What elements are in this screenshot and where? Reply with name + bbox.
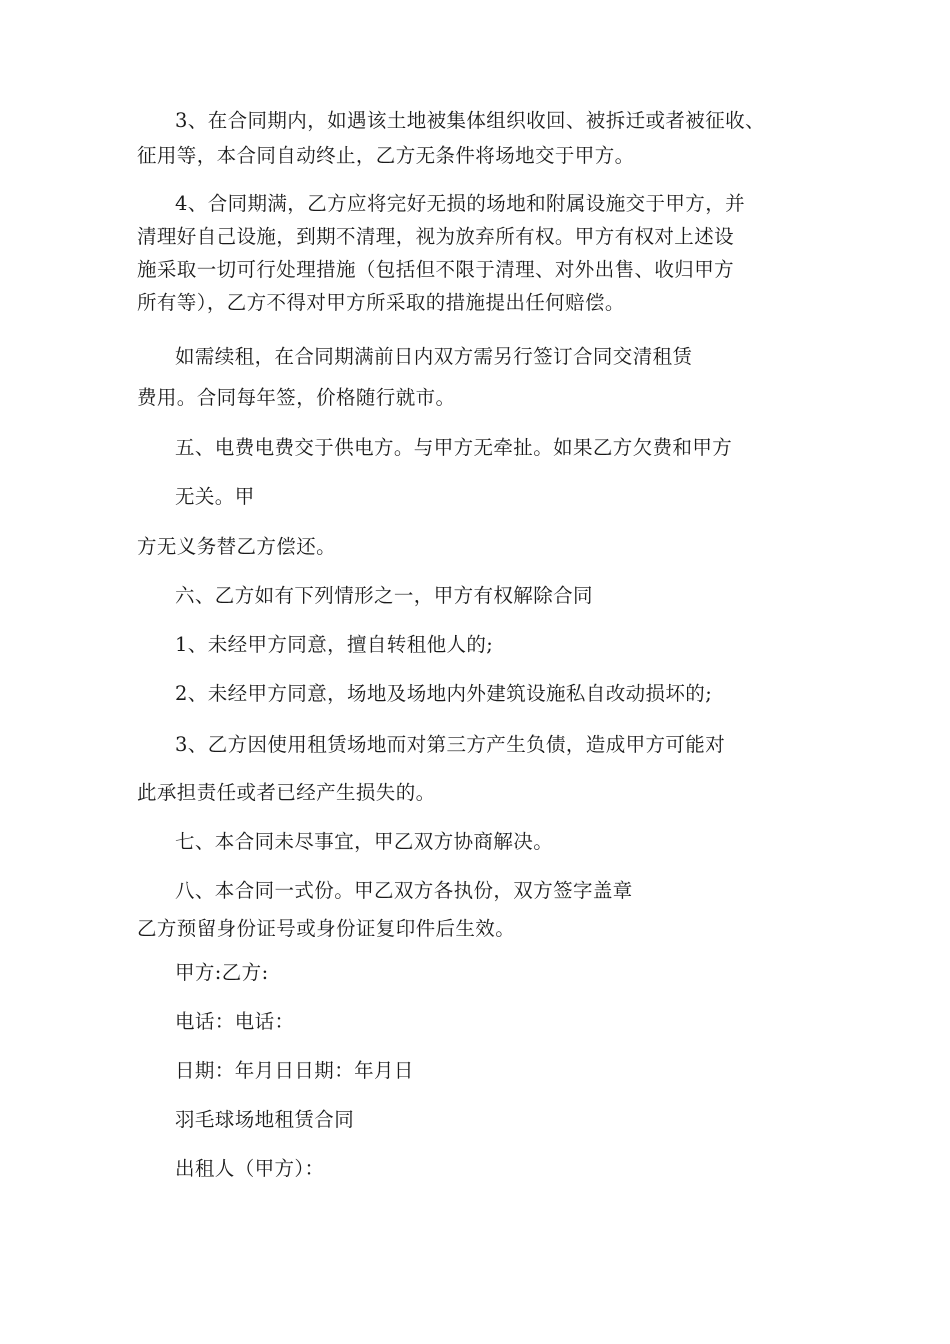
renewal-line-1: 如需续租，在合同期满前日内双方需另行签订合同交清租赁	[175, 345, 693, 368]
section-6-heading: 六、乙方如有下列情形之一，甲方有权解除合同	[175, 584, 593, 607]
clause-4-line-2: 清理好自己设施，到期不清理，视为放弃所有权。甲方有权对上述设	[137, 225, 735, 248]
clause-4-line-1: 4、合同期满，乙方应将完好无损的场地和附属设施交于甲方，并	[175, 192, 746, 215]
section-5-line-2: 无关。甲	[175, 485, 255, 508]
section-7: 七、本合同未尽事宜，甲乙双方协商解决。	[175, 830, 554, 853]
clause-4-line-3: 施采取一切可行处理措施（包括但不限于清理、对外出售、收归甲方	[137, 258, 735, 281]
clause-4-line-4: 所有等），乙方不得对甲方所采取的措施提出任何赔偿。	[137, 291, 625, 314]
section-8-line-1: 八、本合同一式份。甲乙双方各执份，双方签字盖章	[175, 879, 633, 902]
section-5-line-3: 方无义务替乙方偿还。	[137, 535, 337, 558]
next-contract-title: 羽毛球场地租赁合同	[175, 1108, 355, 1131]
signature-parties: 甲方:乙方:	[175, 961, 269, 984]
section-6-item-2: 2、未经甲方同意，场地及场地内外建筑设施私自改动损坏的;	[175, 682, 713, 705]
clause-3-line-2: 征用等，本合同自动终止，乙方无条件将场地交于甲方。	[137, 144, 635, 167]
lessor-label: 出租人（甲方）：	[175, 1157, 325, 1180]
section-6-item-3-line-2: 此承担责任或者已经产生损失的。	[137, 781, 436, 804]
section-5-line-1: 五、电费电费交于供电方。与甲方无牵扯。如果乙方欠费和甲方	[175, 436, 733, 459]
section-6-item-1: 1、未经甲方同意，擅自转租他人的;	[175, 633, 494, 656]
renewal-line-2: 费用。合同每年签，价格随行就市。	[137, 386, 456, 409]
section-6-item-3-line-1: 3、乙方因使用租赁场地而对第三方产生负债，造成甲方可能对	[175, 733, 726, 756]
signature-phone: 电话：电话：	[175, 1010, 295, 1033]
signature-date: 日期：年月日日期：年月日	[175, 1059, 414, 1082]
section-8-line-2: 乙方预留身份证号或身份证复印件后生效。	[137, 917, 516, 940]
clause-3-line-1: 3、在合同期内，如遇该土地被集体组织收回、被拆迁或者被征收、	[175, 109, 765, 132]
